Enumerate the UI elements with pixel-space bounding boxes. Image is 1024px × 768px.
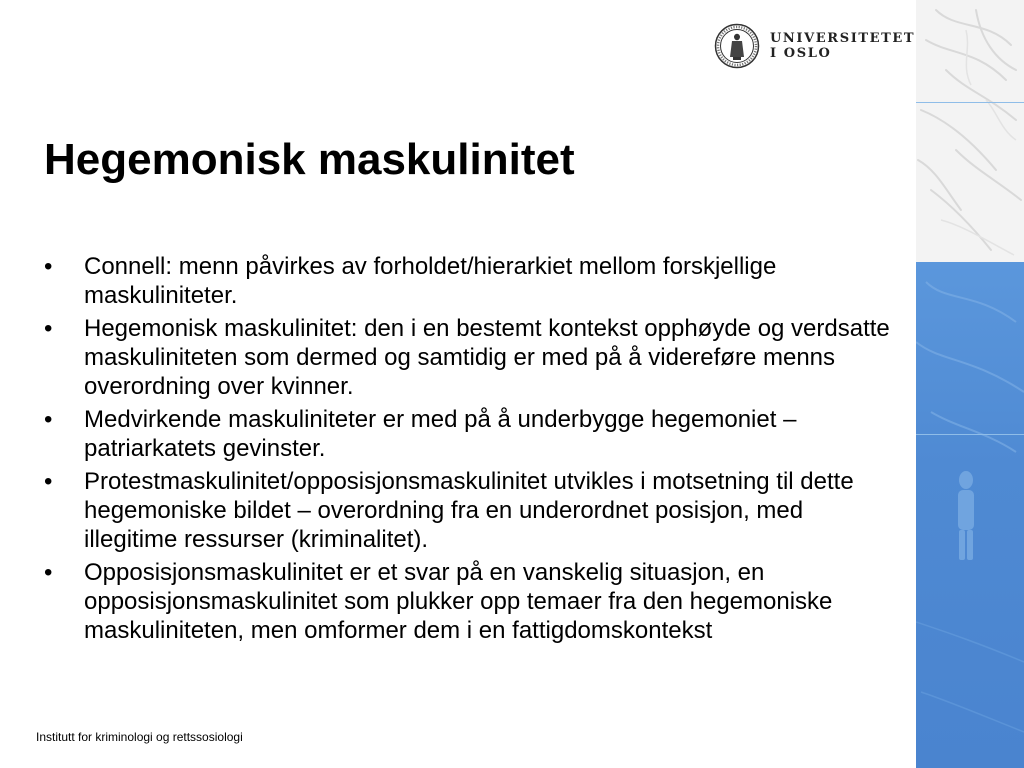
bullet-item bbox=[44, 405, 896, 463]
bullet-icon: • bbox=[44, 315, 53, 342]
bullet-text: Hegemonisk maskulinitet: den i en bestemt kontekst opphøyde og verdsatte maskuliniteten som dermed og samtidig er med på å videreføre menns overordning over kvinner. bbox=[84, 315, 890, 400]
side-panel-line bbox=[916, 434, 1024, 435]
university-logo bbox=[714, 22, 916, 70]
bullet-icon: • bbox=[44, 253, 53, 280]
university-name-line1: UNIVERSITETET bbox=[770, 31, 916, 46]
sketch-art bbox=[916, 0, 1024, 262]
bullet-text: Medvirkende maskuliniteter er med på å underbygge hegemoniet – patriarkatets gevinster. bbox=[84, 406, 797, 462]
bullet-icon: • bbox=[44, 559, 53, 586]
side-panel-photo bbox=[916, 262, 1024, 768]
side-panel-sketch bbox=[916, 0, 1024, 262]
bullet-icon: • bbox=[44, 468, 53, 495]
university-seal-icon bbox=[714, 23, 760, 69]
university-name bbox=[770, 31, 915, 61]
university-name-line2: I OSLO bbox=[770, 46, 832, 61]
bullet-text: Connell: menn påvirkes av forholdet/hierarkiet mellom forskjellige maskuliniteter. bbox=[84, 253, 777, 309]
footer-institute: Institutt for kriminologi og rettssosiologi bbox=[36, 730, 243, 744]
bullet-item bbox=[44, 467, 896, 554]
bullet-list bbox=[44, 252, 896, 649]
bullet-item bbox=[44, 558, 896, 645]
bullet-item bbox=[44, 314, 896, 401]
bullet-text: Opposisjonsmaskulinitet er et svar på en vanskelig situasjon, en opposisjonsmaskulinitet som plukker opp temaer fra den hegemoniske maskuliniteten, men omformer dem i en fattigdomskontekst bbox=[84, 559, 833, 644]
decorative-side-panel bbox=[916, 0, 1024, 768]
side-panel-line bbox=[916, 102, 1024, 103]
bullet-item bbox=[44, 252, 896, 310]
bullet-icon: • bbox=[44, 406, 53, 433]
photo-art bbox=[916, 262, 1024, 768]
slide-title: Hegemonisk maskulinitet bbox=[44, 135, 575, 184]
bullet-text: Protestmaskulinitet/opposisjonsmaskulinitet utvikles i motsetning til dette hegemoniske bildet – overordning fra en underordnet posisjon, med illegitime ressurser (kriminalitet). bbox=[84, 468, 854, 553]
